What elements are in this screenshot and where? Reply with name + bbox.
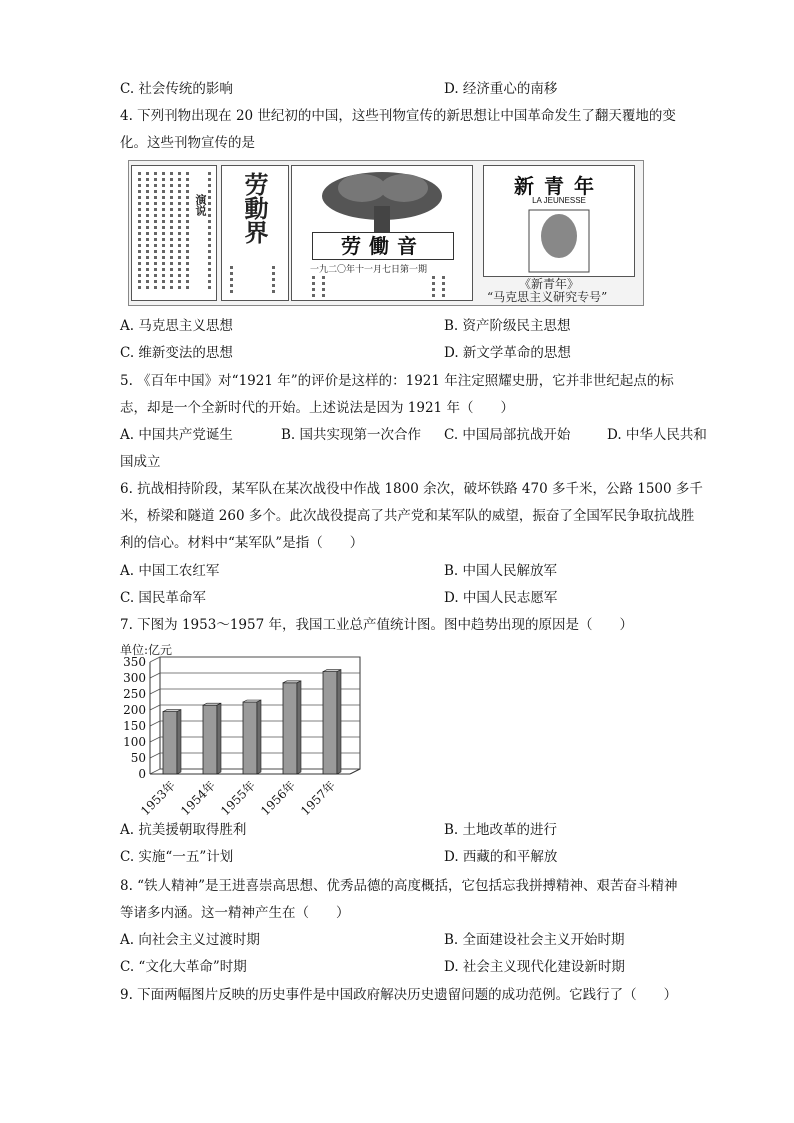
q5-stem-line1: 5. 《百年中国》对“1921 年”的评价是这样的：1921 年注定照耀史册，它并非世纪起点的标 — [120, 373, 674, 389]
y-tick-label: 150 — [123, 719, 146, 733]
bar-side-1955年 — [257, 700, 261, 774]
panel4-title: 新青年 — [514, 174, 604, 198]
gridline-diag — [150, 657, 160, 662]
y-tick-label: 350 — [123, 656, 146, 669]
floor-edge — [350, 769, 360, 774]
q4-option-a: A. 马克思主义思想 — [120, 318, 233, 334]
q3-option-d: D. 经济重心的南移 — [444, 81, 558, 97]
panel2-title: 劳動界 — [240, 172, 269, 244]
q4-stem-line1: 4. 下列刊物出现在 20 世纪初的中国，这些刊物宣传的新思想让中国革命发生了翻天覆地的变 — [120, 108, 676, 124]
q6-stem-line1: 6. 抗战相持阶段，某军队在某次战役中作战 1800 余次，破坏铁路 470 多千米，公路 1500 多千 — [120, 481, 703, 497]
q8-option-c: C. “文化大革命”时期 — [120, 959, 247, 975]
bar-side-1954年 — [217, 703, 221, 774]
bar-1955年 — [243, 702, 257, 774]
q4-option-d: D. 新文学革命的思想 — [444, 345, 571, 361]
bar-side-1957年 — [337, 670, 341, 774]
x-tick-label: 1954年 — [178, 778, 219, 819]
q7-option-b: B. 土地改革的进行 — [444, 822, 558, 838]
q8-option-a: A. 向社会主义过渡时期 — [120, 932, 260, 948]
q6-option-d: D. 中国人民志愿军 — [444, 590, 558, 606]
figure-caption-1: 《新青年》 — [519, 277, 580, 291]
gridline-diag — [150, 753, 160, 758]
x-tick-label: 1957年 — [298, 778, 339, 819]
gridline-diag — [150, 737, 160, 742]
gridline-diag — [150, 705, 160, 710]
bar-1954年 — [203, 705, 217, 774]
q5-option-a: A. 中国共产党诞生 — [120, 427, 233, 443]
y-tick-label: 0 — [138, 767, 146, 781]
y-tick-label: 200 — [123, 703, 146, 717]
y-tick-label: 50 — [130, 751, 146, 765]
q8-option-b: B. 全面建设社会主义开始时期 — [444, 932, 625, 948]
q5-stem-line2: 志，却是一个全新时代的开始。上述说法是因为 1921 年（ ） — [120, 400, 514, 416]
q7-option-a: A. 抗美援朝取得胜利 — [120, 822, 247, 838]
bar-side-1956年 — [297, 681, 301, 774]
q3-option-c: C. 社会传统的影响 — [120, 81, 233, 97]
q6-option-c: C. 国民革命军 — [120, 590, 206, 606]
q5-option-d-wrap: 国成立 — [120, 454, 161, 470]
newspaper-panel-3 — [291, 165, 473, 301]
panel4-subtitle: LA JEUNESSE — [532, 196, 586, 205]
q5-option-c: C. 中国局部抗战开始 — [444, 427, 571, 443]
y-tick-label: 100 — [123, 735, 146, 749]
q8-stem-line1: 8. “铁人精神”是王进喜崇高思想、优秀品德的高度概括，它包括忘我拼搏精神、艰苦奋斗精神 — [120, 878, 678, 894]
bar-1956年 — [283, 683, 297, 774]
q7-option-c: C. 实施“一五”计划 — [120, 849, 234, 865]
panel3-title: 劳働音 — [312, 232, 454, 260]
q5-option-b: B. 国共实现第一次合作 — [281, 427, 422, 443]
gridline-diag — [150, 721, 160, 726]
newspaper-panel-4 — [479, 165, 639, 304]
q9-stem-line1: 9. 下面两幅图片反映的历史事件是中国政府解决历史遗留问题的成功范例。它践行了（ ） — [120, 987, 678, 1003]
y-tick-label: 300 — [123, 671, 146, 685]
q7-stem-line1: 7. 下图为 1953～1957 年，我国工业总产值统计图。图中趋势出现的原因是（ ） — [120, 617, 633, 633]
q8-option-d: D. 社会主义现代化建设新时期 — [444, 959, 625, 975]
industry-output-bar-chart — [114, 656, 364, 826]
panel3-date: 一九二〇年十一月七日第一期 — [310, 265, 428, 275]
mushroom-cloud-illustration — [292, 166, 472, 236]
bar-1957年 — [323, 672, 337, 774]
q4-stem-line2: 化。这些刊物宣传的是 — [120, 135, 255, 151]
x-tick-label: 1956年 — [258, 778, 299, 819]
gridline-diag — [150, 673, 160, 678]
q5-option-d: D. 中华人民共和 — [607, 427, 707, 443]
x-tick-label: 1955年 — [218, 778, 259, 819]
portrait-illustration — [484, 206, 634, 276]
q6-option-a: A. 中国工农红军 — [120, 563, 220, 579]
q6-option-b: B. 中国人民解放军 — [444, 563, 558, 579]
q6-stem-line3: 利的信心。材料中“某军队”是指（ ） — [120, 535, 364, 551]
chart-unit-label: 单位:亿元 — [120, 643, 173, 657]
newspaper-panel-2 — [221, 165, 289, 301]
gridline-diag — [150, 769, 160, 774]
gridline-diag — [150, 689, 160, 694]
bar-1953年 — [163, 712, 177, 774]
q4-option-b: B. 资产阶级民主思想 — [444, 318, 571, 334]
q8-stem-line2: 等诸多内涵。这一精神产生在（ ） — [120, 905, 350, 921]
q4-newspaper-figure — [128, 160, 644, 306]
bar-side-1953年 — [177, 710, 181, 774]
newspaper-panel-1 — [131, 165, 217, 301]
q4-option-c: C. 维新变法的思想 — [120, 345, 233, 361]
x-tick-label: 1953年 — [138, 778, 179, 819]
panel1-title: 演说 — [194, 194, 207, 216]
q7-option-d: D. 西藏的和平解放 — [444, 849, 558, 865]
y-tick-label: 250 — [123, 687, 146, 701]
q6-stem-line2: 米，桥梁和隧道 260 多个。此次战役提高了共产党和某军队的威望，振奋了全国军民争取抗战胜 — [120, 508, 695, 524]
figure-caption-2: “马克思主义研究专号” — [487, 290, 608, 304]
